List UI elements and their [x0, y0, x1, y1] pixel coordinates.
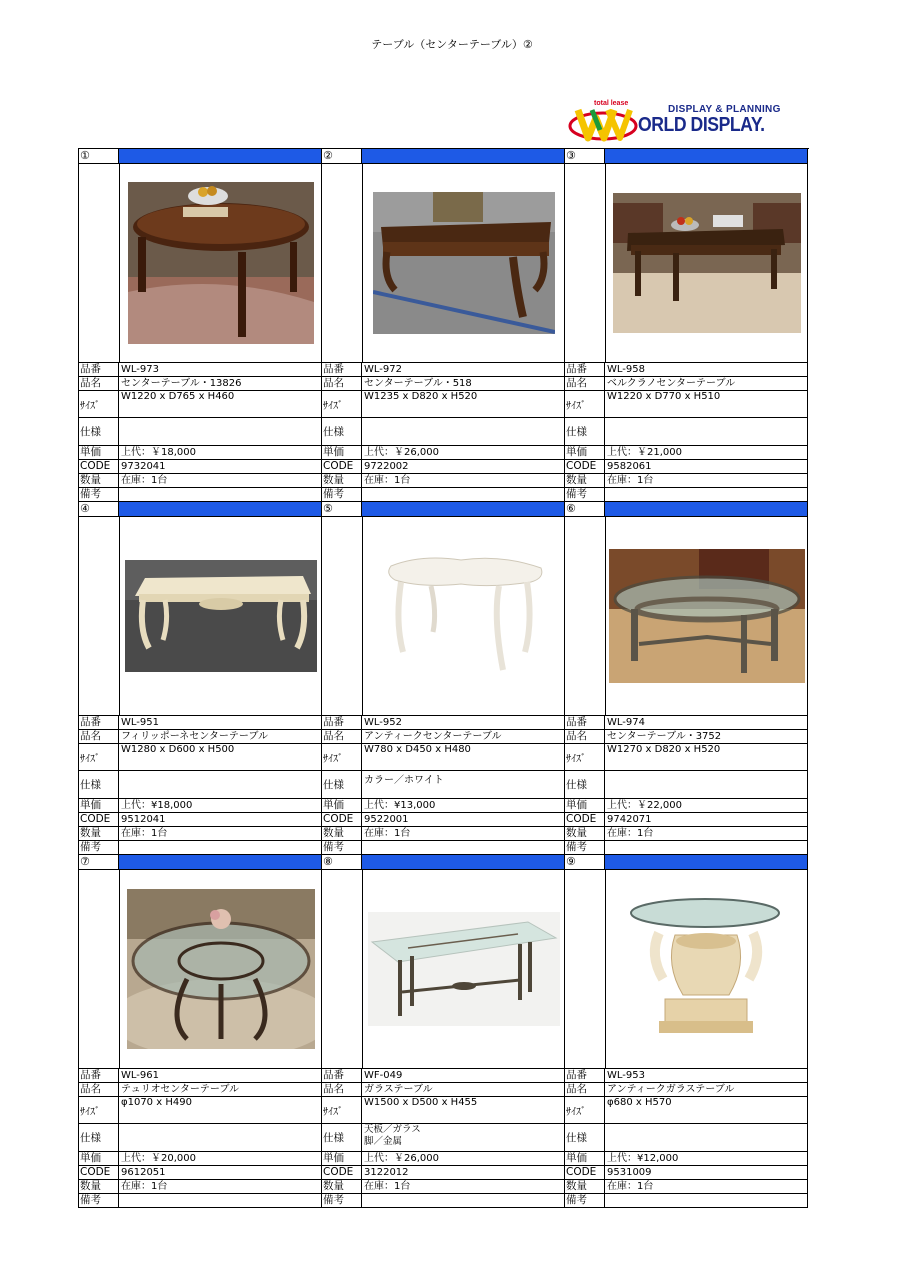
price-value: 上代：￥20,000	[121, 1153, 196, 1164]
hinban-value: WL-961	[121, 1070, 159, 1081]
qty-label: 数量	[322, 474, 362, 487]
product-name: テュリオセンターテーブル	[121, 1084, 239, 1095]
qty-label: 数量	[565, 1180, 605, 1193]
spec-label: 仕様	[322, 771, 362, 798]
hinban-label: 品番	[565, 1069, 605, 1082]
size-value: W1500 x D500 x H455	[364, 1097, 478, 1108]
rect-glass-metal-table-image	[368, 912, 560, 1026]
cream-carved-coffee-table-image	[125, 560, 317, 672]
size-value: W1235 x D820 x H520	[364, 391, 478, 402]
price-value: 上代：￥18,000	[121, 447, 196, 458]
product-name: フィリッポーネセンターテーブル	[121, 731, 268, 742]
qty-value: 在庫：1台	[607, 475, 654, 486]
code-label: CODE	[79, 813, 119, 826]
note-label: 備考	[79, 841, 119, 854]
hinban-label: 品番	[79, 1069, 119, 1082]
size-label: ｻｲｽﾞ	[322, 391, 362, 417]
product-card	[79, 149, 322, 502]
spec-value	[119, 771, 321, 798]
note-value	[119, 841, 321, 854]
spec-label: 仕様	[565, 418, 605, 445]
note-label: 備考	[565, 841, 605, 854]
spec-label: 仕様	[79, 771, 119, 798]
qty-label: 数量	[79, 1180, 119, 1193]
header-bar	[605, 502, 807, 516]
header-bar	[605, 855, 807, 869]
qty-value: 在庫：1台	[121, 475, 168, 486]
price-value: 上代：￥21,000	[607, 447, 682, 458]
product-number: ⑦	[79, 855, 119, 869]
hinmei-label: 品名	[322, 1083, 362, 1096]
spec-value	[119, 1124, 321, 1151]
product-card	[565, 502, 808, 855]
hinban-value: WL-951	[121, 717, 159, 728]
hinban-value: WL-953	[607, 1070, 645, 1081]
hinmei-label: 品名	[79, 730, 119, 743]
hinban-label: 品番	[565, 716, 605, 729]
qty-value: 在庫：1台	[364, 828, 411, 839]
hinmei-label: 品名	[79, 377, 119, 390]
logo-tagline: DISPLAY & PLANNING	[668, 104, 781, 115]
price-label: 単価	[322, 446, 362, 459]
price-value: 上代：￥26,000	[364, 1153, 439, 1164]
price-label: 単価	[79, 446, 119, 459]
header-bar	[362, 149, 564, 163]
hinban-value: WL-973	[121, 364, 159, 375]
code-value: 9732041	[121, 461, 166, 472]
spec-value	[119, 418, 321, 445]
total-lease-text: total lease	[594, 100, 629, 107]
code-value: 9742071	[607, 814, 652, 825]
size-label: ｻｲｽﾞ	[565, 744, 605, 770]
header-bar	[362, 502, 564, 516]
header-bar	[119, 855, 321, 869]
note-value	[362, 1194, 564, 1207]
spec-label: 仕様	[322, 1124, 362, 1151]
size-value: W780 x D450 x H480	[364, 744, 471, 755]
spec-label: 仕様	[322, 418, 362, 445]
size-label: ｻｲｽﾞ	[322, 744, 362, 770]
product-row	[79, 149, 809, 502]
code-value: 9522001	[364, 814, 409, 825]
product-name: センターテーブル・3752	[607, 731, 722, 742]
note-label: 備考	[322, 1194, 362, 1207]
product-card	[79, 855, 322, 1208]
hinban-value: WL-952	[364, 717, 402, 728]
product-number: ②	[322, 149, 362, 163]
logo-brand: ORLD DISPLAY.	[638, 114, 765, 136]
code-label: CODE	[79, 460, 119, 473]
note-value	[605, 488, 807, 501]
cherub-pedestal-glass-table-image	[629, 895, 785, 1043]
size-value: φ680 x H570	[607, 1097, 672, 1108]
hinban-label: 品番	[322, 1069, 362, 1082]
product-name: アンティークセンターテーブル	[364, 731, 502, 742]
qty-value: 在庫：1台	[121, 828, 168, 839]
code-value: 9582061	[607, 461, 652, 472]
qty-value: 在庫：1台	[364, 475, 411, 486]
qty-value: 在庫：1台	[607, 1181, 654, 1192]
hinmei-label: 品名	[565, 730, 605, 743]
note-label: 備考	[79, 488, 119, 501]
code-label: CODE	[565, 460, 605, 473]
hinban-label: 品番	[79, 716, 119, 729]
product-number: ④	[79, 502, 119, 516]
wood-carved-coffee-table-image	[373, 192, 555, 334]
note-value	[362, 488, 564, 501]
hinban-value: WL-972	[364, 364, 402, 375]
product-number: ⑥	[565, 502, 605, 516]
note-label: 備考	[79, 1194, 119, 1207]
qty-label: 数量	[565, 827, 605, 840]
spec-value: 天板／ガラス 脚／金属	[364, 1124, 421, 1147]
price-label: 単価	[565, 446, 605, 459]
code-value: 3122012	[364, 1167, 409, 1178]
code-value: 9512041	[121, 814, 166, 825]
price-label: 単価	[322, 1152, 362, 1165]
spec-label: 仕様	[79, 1124, 119, 1151]
product-name: ベルクラノセンターテーブル	[607, 378, 736, 389]
qty-value: 在庫：1台	[607, 828, 654, 839]
code-label: CODE	[565, 813, 605, 826]
hinmei-label: 品名	[322, 730, 362, 743]
dark-wood-coffee-table-image	[613, 193, 801, 333]
product-number: ⑧	[322, 855, 362, 869]
product-name: アンティークガラステーブル	[607, 1084, 735, 1095]
code-label: CODE	[322, 813, 362, 826]
header-bar	[119, 149, 321, 163]
product-name: ガラステーブル	[364, 1084, 433, 1095]
hinmei-label: 品名	[565, 377, 605, 390]
qty-label: 数量	[565, 474, 605, 487]
code-label: CODE	[322, 460, 362, 473]
hinmei-label: 品名	[79, 1083, 119, 1096]
hinban-value: WF-049	[364, 1070, 403, 1081]
product-name: センターテーブル・13826	[121, 378, 242, 389]
hinban-label: 品番	[322, 363, 362, 376]
size-label: ｻｲｽﾞ	[79, 391, 119, 417]
product-card	[322, 855, 565, 1208]
size-value: W1270 x D820 x H520	[607, 744, 721, 755]
price-label: 単価	[79, 799, 119, 812]
code-label: CODE	[79, 1166, 119, 1179]
spec-label: 仕様	[565, 771, 605, 798]
spec-value	[605, 771, 807, 798]
header-bar	[362, 855, 564, 869]
spec-value: カラー／ホワイト	[364, 775, 444, 786]
product-name: センターテーブル・518	[364, 378, 472, 389]
product-row	[79, 502, 809, 855]
note-value	[119, 1194, 321, 1207]
size-label: ｻｲｽﾞ	[79, 744, 119, 770]
price-value: 上代：￥22,000	[607, 800, 682, 811]
price-label: 単価	[322, 799, 362, 812]
note-label: 備考	[322, 488, 362, 501]
price-value: 上代：¥13,000	[364, 800, 436, 811]
white-scalloped-table-image	[381, 552, 547, 680]
spec-label: 仕様	[79, 418, 119, 445]
product-card	[565, 855, 808, 1208]
product-card	[79, 502, 322, 855]
oval-glass-iron-table-image	[609, 549, 805, 683]
size-value: φ1070 x H490	[121, 1097, 192, 1108]
note-label: 備考	[565, 1194, 605, 1207]
note-value	[362, 841, 564, 854]
size-value: W1220 x D770 x H510	[607, 391, 721, 402]
product-number: ③	[565, 149, 605, 163]
size-value: W1220 x D765 x H460	[121, 391, 235, 402]
note-value	[605, 1194, 807, 1207]
code-label: CODE	[565, 1166, 605, 1179]
qty-value: 在庫：1台	[121, 1181, 168, 1192]
round-glass-iron-table-image	[127, 889, 315, 1049]
header-bar	[119, 502, 321, 516]
code-label: CODE	[322, 1166, 362, 1179]
wood-oval-coffee-table-image	[128, 182, 314, 344]
price-value: 上代：￥26,000	[364, 447, 439, 458]
product-row	[79, 855, 809, 1208]
size-label: ｻｲｽﾞ	[79, 1097, 119, 1123]
note-value	[119, 488, 321, 501]
price-value: 上代：¥18,000	[121, 800, 193, 811]
size-label: ｻｲｽﾞ	[322, 1097, 362, 1123]
product-number: ⑤	[322, 502, 362, 516]
qty-label: 数量	[79, 827, 119, 840]
size-value: W1280 x D600 x H500	[121, 744, 235, 755]
qty-label: 数量	[79, 474, 119, 487]
page-title: テーブル（センターテーブル）②	[371, 38, 533, 51]
price-value: 上代：¥12,000	[607, 1153, 679, 1164]
hinban-label: 品番	[79, 363, 119, 376]
note-value	[605, 841, 807, 854]
hinban-label: 品番	[565, 363, 605, 376]
qty-label: 数量	[322, 827, 362, 840]
product-card	[322, 502, 565, 855]
product-number: ⑨	[565, 855, 605, 869]
company-logo	[568, 100, 808, 142]
size-label: ｻｲｽﾞ	[565, 1097, 605, 1123]
hinmei-label: 品名	[322, 377, 362, 390]
qty-label: 数量	[322, 1180, 362, 1193]
spec-label: 仕様	[565, 1124, 605, 1151]
spec-value	[605, 418, 807, 445]
note-label: 備考	[565, 488, 605, 501]
product-card	[565, 149, 808, 502]
product-card	[322, 149, 565, 502]
product-number: ①	[79, 149, 119, 163]
hinmei-label: 品名	[565, 1083, 605, 1096]
code-value: 9531009	[607, 1167, 652, 1178]
hinban-value: WL-958	[607, 364, 645, 375]
price-label: 単価	[565, 1152, 605, 1165]
spec-value	[362, 418, 564, 445]
code-value: 9612051	[121, 1167, 166, 1178]
note-label: 備考	[322, 841, 362, 854]
hinban-value: WL-974	[607, 717, 645, 728]
size-label: ｻｲｽﾞ	[565, 391, 605, 417]
header-bar	[605, 149, 807, 163]
price-label: 単価	[565, 799, 605, 812]
code-value: 9722002	[364, 461, 409, 472]
product-grid	[78, 148, 809, 1208]
spec-value	[605, 1124, 807, 1151]
price-label: 単価	[79, 1152, 119, 1165]
hinban-label: 品番	[322, 716, 362, 729]
qty-value: 在庫：1台	[364, 1181, 411, 1192]
